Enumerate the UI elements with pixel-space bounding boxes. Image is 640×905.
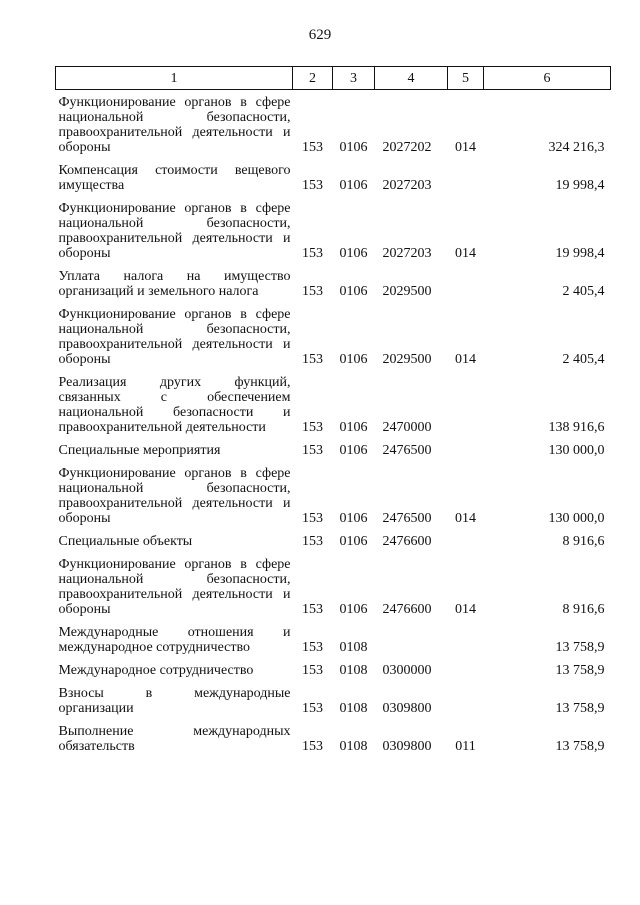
- row-amount: 8 916,6: [562, 534, 605, 549]
- row-target-code: 2027203: [382, 246, 432, 261]
- row-target-code: 0300000: [382, 663, 432, 678]
- row-expense-code: 014: [455, 352, 476, 367]
- row-amount: 19 998,4: [555, 178, 605, 193]
- row-expense-code: 014: [455, 140, 476, 155]
- column-header-5: 5: [448, 67, 484, 90]
- column-header-6: 6: [484, 67, 611, 90]
- row-expense-code: [448, 617, 484, 655]
- row-target-code: 2476600: [382, 602, 432, 617]
- row-name: Функционирование органов в сфере национальной безопасности, правоохранительной деятельности и обороны: [58, 557, 291, 617]
- row-expense-code: [448, 261, 484, 299]
- row-section-code: 0106: [339, 352, 368, 367]
- table-row: [56, 299, 611, 367]
- row-section-code: 0106: [339, 534, 368, 549]
- row-admin-code: 153: [302, 701, 323, 716]
- row-section-code: 0106: [339, 178, 368, 193]
- table-row: [56, 193, 611, 261]
- column-header-4: 4: [375, 67, 448, 90]
- row-amount: 130 000,0: [548, 443, 605, 458]
- row-name: Выполнение международных обязательств: [58, 724, 291, 754]
- row-amount: 13 758,9: [555, 739, 605, 754]
- row-target-code: 0309800: [382, 739, 432, 754]
- table-row: [56, 155, 611, 193]
- row-section-code: 0106: [339, 420, 368, 435]
- table-row: [56, 678, 611, 716]
- row-admin-code: 153: [302, 352, 323, 367]
- row-target-code: 2029500: [382, 284, 432, 299]
- row-section-code: 0106: [339, 140, 368, 155]
- row-target-code: 2476500: [382, 511, 432, 526]
- row-amount: 8 916,6: [562, 602, 605, 617]
- row-name: Уплата налога на имущество организаций и земельного налога: [58, 269, 291, 299]
- row-target-code: 2029500: [382, 352, 432, 367]
- table-row: [56, 617, 611, 655]
- budget-table: [55, 66, 611, 754]
- row-expense-code: 014: [455, 602, 476, 617]
- row-name: Специальные объекты: [58, 534, 193, 549]
- row-expense-code: 014: [455, 246, 476, 261]
- row-amount: 130 000,0: [548, 511, 605, 526]
- table-row: [56, 458, 611, 526]
- row-admin-code: 153: [302, 534, 323, 549]
- row-expense-code: 014: [455, 511, 476, 526]
- table-row: [56, 655, 611, 678]
- row-section-code: 0106: [339, 602, 368, 617]
- table-header: [56, 67, 611, 90]
- table-row: [56, 261, 611, 299]
- row-admin-code: 153: [302, 178, 323, 193]
- row-target-code: 2027202: [382, 140, 432, 155]
- page-number: 629: [308, 27, 332, 43]
- row-target-code: 0309800: [382, 701, 432, 716]
- row-amount: 19 998,4: [555, 246, 605, 261]
- row-name: Функционирование органов в сфере национальной безопасности, правоохранительной деятельности и обороны: [58, 466, 291, 526]
- row-expense-code: 011: [455, 739, 476, 754]
- table-row: [56, 367, 611, 435]
- row-expense-code: [448, 655, 484, 678]
- table-row: [56, 716, 611, 754]
- row-admin-code: 153: [302, 246, 323, 261]
- row-admin-code: 153: [302, 511, 323, 526]
- row-target-code: 2476600: [382, 534, 432, 549]
- table-row: [56, 526, 611, 549]
- row-admin-code: 153: [302, 420, 323, 435]
- table-row: [56, 435, 611, 458]
- row-admin-code: 153: [302, 663, 323, 678]
- header-row: [56, 67, 611, 90]
- row-name: Международное сотрудничество: [58, 663, 254, 678]
- row-section-code: 0106: [339, 246, 368, 261]
- row-admin-code: 153: [302, 443, 323, 458]
- row-section-code: 0108: [339, 640, 368, 655]
- row-section-code: 0106: [339, 443, 368, 458]
- row-name: Взносы в международные организации: [58, 686, 291, 716]
- row-expense-code: [448, 367, 484, 435]
- table-body: [56, 90, 611, 755]
- row-name: Функционирование органов в сфере национальной безопасности, правоохранительной деятельности и обороны: [58, 307, 291, 367]
- row-amount: 138 916,6: [548, 420, 605, 435]
- column-header-1: 1: [56, 67, 293, 90]
- row-amount: 2 405,4: [562, 352, 605, 367]
- row-name: Специальные мероприятия: [58, 443, 221, 458]
- row-admin-code: 153: [302, 284, 323, 299]
- row-amount: 324 216,3: [548, 140, 605, 155]
- row-name: Международные отношения и международное сотрудничество: [58, 625, 291, 655]
- row-admin-code: 153: [302, 640, 323, 655]
- row-expense-code: [448, 435, 484, 458]
- row-section-code: 0106: [339, 511, 368, 526]
- row-admin-code: 153: [302, 602, 323, 617]
- row-expense-code: [448, 678, 484, 716]
- table-row: [56, 549, 611, 617]
- row-name: Функционирование органов в сфере национальной безопасности, правоохранительной деятельности и обороны: [58, 95, 291, 155]
- row-target-code: [375, 617, 448, 655]
- row-target-code: 2027203: [382, 178, 432, 193]
- row-target-code: 2470000: [382, 420, 432, 435]
- row-name: Функционирование органов в сфере национальной безопасности, правоохранительной деятельности и обороны: [58, 201, 291, 261]
- row-admin-code: 153: [302, 140, 323, 155]
- row-section-code: 0108: [339, 701, 368, 716]
- row-name: Реализация других функций, связанных с обеспечением национальной безопасности и правоохранительной деятельности: [58, 375, 291, 435]
- column-header-2: 2: [293, 67, 333, 90]
- row-section-code: 0108: [339, 739, 368, 754]
- column-header-3: 3: [333, 67, 375, 90]
- row-amount: 13 758,9: [555, 701, 605, 716]
- row-name: Компенсация стоимости вещевого имущества: [58, 163, 291, 193]
- row-amount: 2 405,4: [562, 284, 605, 299]
- row-expense-code: [448, 155, 484, 193]
- row-admin-code: 153: [302, 739, 323, 754]
- row-section-code: 0108: [339, 663, 368, 678]
- table-row: [56, 90, 611, 156]
- row-expense-code: [448, 526, 484, 549]
- row-section-code: 0106: [339, 284, 368, 299]
- row-amount: 13 758,9: [555, 640, 605, 655]
- row-amount: 13 758,9: [555, 663, 605, 678]
- row-target-code: 2476500: [382, 443, 432, 458]
